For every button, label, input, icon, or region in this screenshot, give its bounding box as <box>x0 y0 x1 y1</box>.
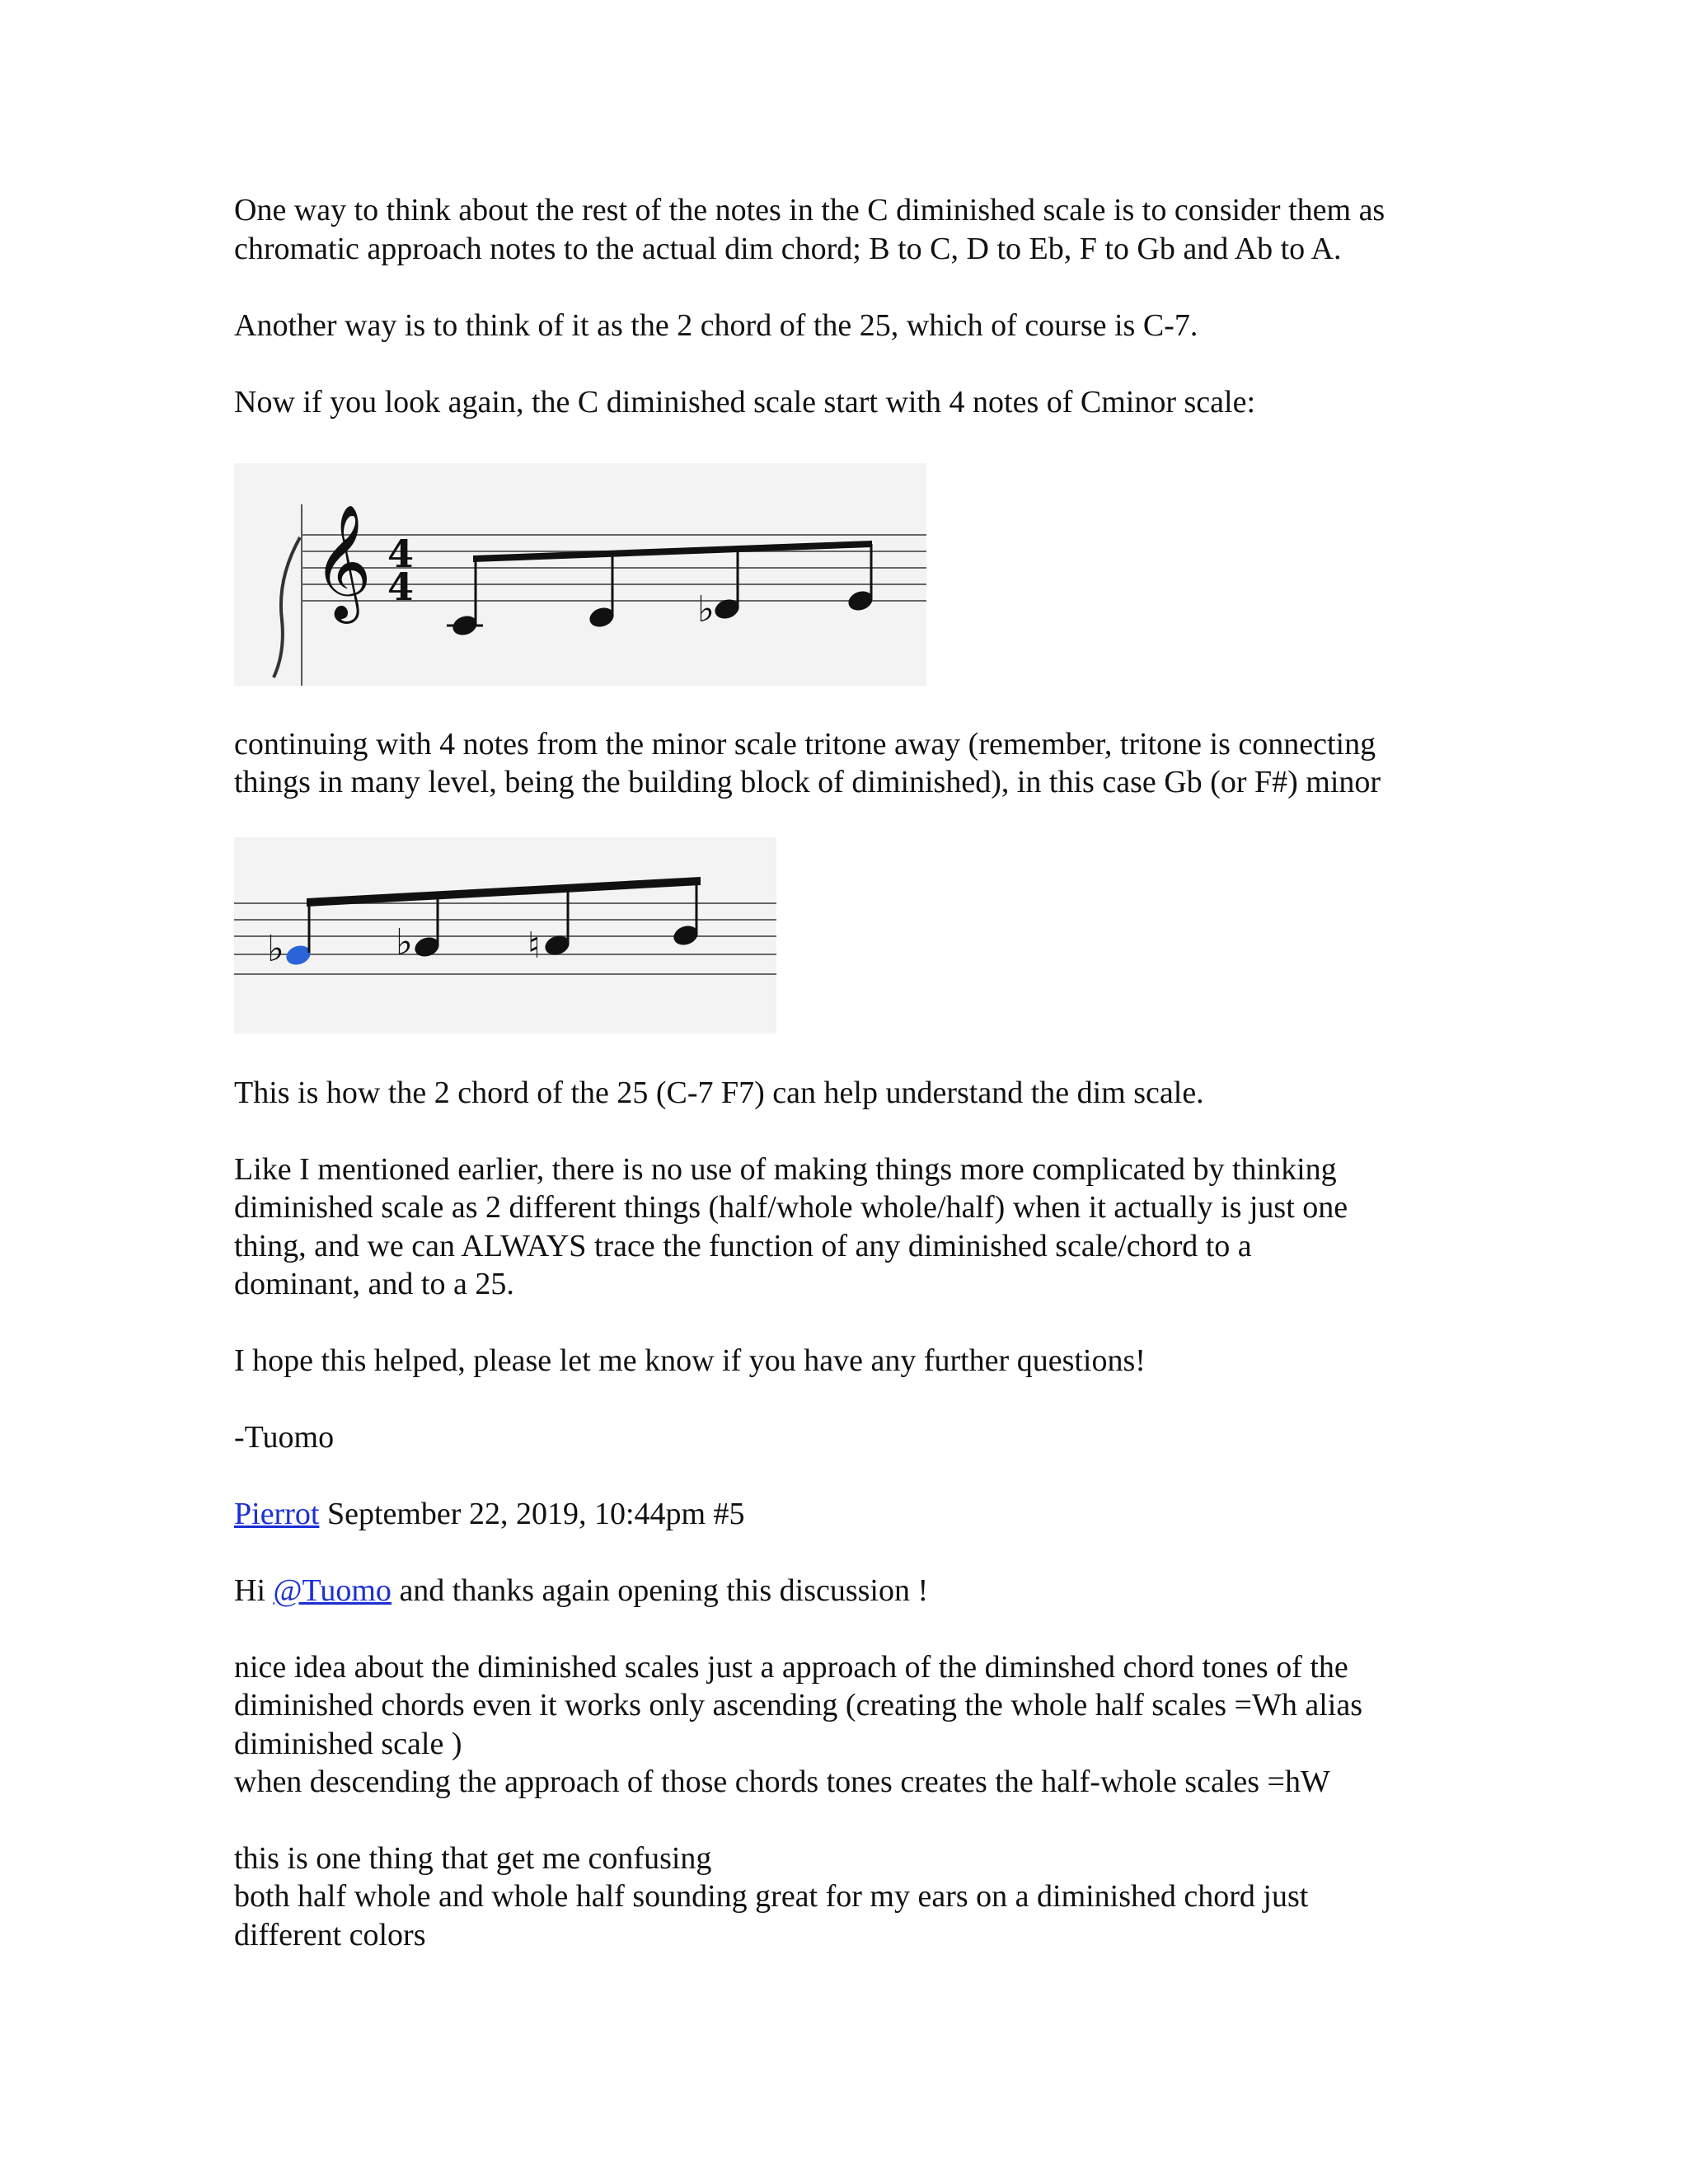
staff-svg <box>234 837 776 1033</box>
post-line: different colors <box>234 1918 426 1952</box>
signature: -Tuomo <box>234 1420 335 1455</box>
music-notation-c-minor <box>234 463 926 686</box>
post-line: diminished chords even it works only ascending (creating the whole half scales =Wh alias <box>234 1688 1362 1722</box>
greeting-text: Hi <box>234 1573 274 1608</box>
author-link[interactable]: Pierrot <box>234 1497 320 1531</box>
paragraph-line: diminished scale as 2 different things (half/whole whole/half) when it actually is just one <box>234 1190 1348 1225</box>
treble-clef-icon: 𝄞 <box>313 504 372 619</box>
brace-icon <box>274 537 300 677</box>
paragraph: This is how the 2 chord of the 25 (C-7 F7) can help understand the dim scale. <box>234 1076 1204 1110</box>
music-notation-gb-minor <box>234 837 776 1033</box>
paragraph-line: dominant, and to a 25. <box>234 1267 514 1301</box>
paragraph-line: thing, and we can ALWAYS trace the function of any diminished scale/chord to a <box>234 1229 1252 1263</box>
flat-accidental-icon: ♭ <box>396 921 413 963</box>
flat-accidental-icon: ♭ <box>267 928 284 970</box>
paragraph-line: One way to think about the rest of the notes in the C diminished scale is to consider them as <box>234 193 1386 227</box>
mention-link[interactable]: @Tuomo <box>273 1573 392 1608</box>
post-meta: September 22, 2019, 10:44pm #5 <box>319 1497 745 1531</box>
post-line: when descending the approach of those chords tones creates the half-whole scales =hW <box>234 1765 1330 1799</box>
paragraph: Another way is to think of it as the 2 chord of the 25, which of course is C-7. <box>234 308 1198 343</box>
paragraph-line: things in many level, being the building block of diminished), in this case Gb (or F#) minor <box>234 765 1381 799</box>
greeting-text: and thanks again opening this discussion ! <box>391 1573 929 1608</box>
paragraph: Now if you look again, the C diminished scale start with 4 notes of Cminor scale: <box>234 385 1256 419</box>
post-line: this is one thing that get me confusing <box>234 1841 712 1876</box>
post-line: both half whole and whole half sounding great for my ears on a diminished chord just <box>234 1879 1309 1914</box>
flat-accidental-icon: ♭ <box>697 588 715 630</box>
post-line: nice idea about the diminished scales just a approach of the diminshed chord tones of the <box>234 1650 1348 1685</box>
natural-accidental-icon: ♮ <box>528 925 541 967</box>
time-signature-bottom: 4 <box>387 565 415 609</box>
post-line: diminished scale ) <box>234 1727 462 1761</box>
post-greeting <box>234 1572 1470 1610</box>
paragraph: I hope this helped, please let me know if you have any further questions! <box>234 1343 1146 1378</box>
post-header <box>234 1495 1470 1533</box>
time-signature-top: 4 <box>387 532 415 576</box>
paragraph-line: Like I mentioned earlier, there is no use of making things more complicated by thinking <box>234 1152 1337 1187</box>
beam <box>307 877 701 907</box>
paragraph-line: chromatic approach notes to the actual dim chord; B to C, D to Eb, F to Gb and Ab to A. <box>234 232 1342 266</box>
paragraph-line: continuing with 4 notes from the minor scale tritone away (remember, tritone is connecting <box>234 727 1376 762</box>
staff-svg <box>234 463 926 686</box>
